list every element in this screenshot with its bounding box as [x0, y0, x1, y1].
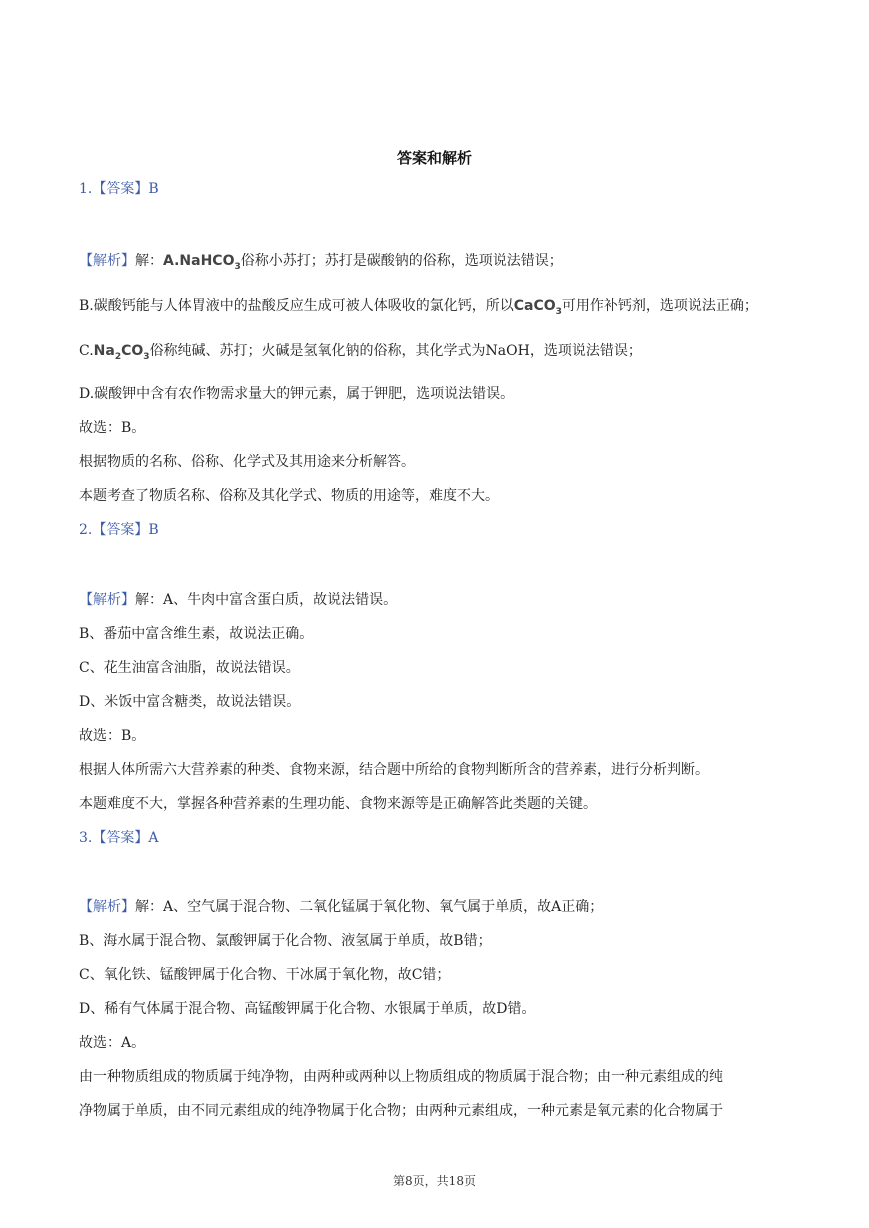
q2-answer-value: B	[148, 522, 159, 538]
q2-analysis-line-6: 根据人体所需六大营养素的种类、食物来源，结合题中所给的食物判断所含的营养素，进行分析判断。	[79, 762, 709, 778]
q2-analysis-line-2: B、番茄中富含维生素，故说法正确。	[79, 626, 314, 642]
q3-answer-line: 3.【答案】A	[79, 830, 159, 846]
q1-analysis-line-3: $C.Na_2CO_3$俗称纯碱、苏打；火碱是氢氧化钠的俗称，其化学式为NaOH，选项说法错误；	[79, 343, 642, 362]
q1-analysis-line-1	[79, 251, 563, 277]
q3-analysis-line-6: 由一种物质组成的物质属于纯净物，由两种或两种以上物质组成的物质属于混合物；由一种元素组成的纯	[79, 1069, 723, 1085]
q1-analysis-tag: 【解析】	[79, 253, 135, 269]
q3-analysis-line-1: 【解析】解：A、空气属于混合物、二氧化锰属于氧化物、氧气属于单质，故A正确；	[79, 899, 604, 915]
q1-analysis-line-2: B.碳酸钙能与人体胃液中的盐酸反应生成可被人体吸收的氯化钙，所以CaCO$_3$可用作补钙剂，选项说法正确；	[79, 298, 758, 317]
q1-analysis-line-5: 故选：B。	[79, 420, 146, 436]
q1-l1-prefix: 解：	[135, 253, 163, 269]
q2-analysis-line-1: 【解析】解：A、牛肉中富含蛋白质，故说法错误。	[79, 592, 398, 608]
q3-analysis-line-2: B、海水属于混合物、氯酸钾属于化合物、液氢属于单质，故B错；	[79, 933, 492, 949]
q2-analysis-line-5: 故选：B。	[79, 728, 146, 744]
q3-analysis-tag: 【解析】	[79, 899, 135, 915]
q3-analysis-line-4: D、稀有气体属于混合物、高锰酸钾属于化合物、水银属于单质，故D错。	[79, 1001, 536, 1017]
page-footer: 第8页，共18页	[393, 1174, 476, 1188]
q1-answer-number: 1.	[79, 181, 93, 197]
q1-analysis-line-6: 根据物质的名称、俗称、化学式及其用途来分析解答。	[79, 454, 415, 470]
q3-answer-value: A	[148, 830, 159, 846]
q1-answer-tag: 【答案】	[92, 181, 149, 197]
q1-l2-formula: CaCO$_3$	[513, 298, 562, 317]
q1-answer-value: B	[148, 181, 159, 197]
page-title: 答案和解析	[396, 149, 472, 167]
q2-analysis-line-7: 本题难度不大，掌握各种营养素的生理功能、食物来源等是正确解答此类题的关键。	[79, 796, 597, 812]
q2-analysis-line-4: D、米饭中富含糖类，故说法错误。	[79, 694, 301, 710]
q3-analysis-line-5: 故选：A。	[79, 1035, 146, 1051]
q1-answer-line	[79, 179, 159, 199]
q1-analysis-line-4: D.碳酸钾中含有农作物需求量大的钾元素，属于钾肥，选项说法错误。	[79, 386, 515, 402]
q3-analysis-line-7: 净物属于单质，由不同元素组成的纯净物属于化合物；由两种元素组成，一种元素是氧元素的化合物属于	[79, 1103, 723, 1119]
q1-l3-formula: $Na_2CO_3$	[93, 343, 150, 362]
q1-l1-rest: 俗称小苏打；苏打是碳酸钠的俗称，选项说法错误；	[240, 253, 563, 269]
q2-analysis-tag: 【解析】	[79, 592, 135, 608]
q1-l1-formula: A.NaHCO$_3$	[163, 253, 241, 272]
q2-answer-line: 2.【答案】B	[79, 522, 159, 538]
q2-analysis-line-3: C、花生油富含油脂，故说法错误。	[79, 660, 300, 676]
q3-analysis-line-3: C、氧化铁、锰酸钾属于化合物、干冰属于氧化物，故C错；	[79, 967, 451, 983]
q1-analysis-line-7: 本题考查了物质名称、俗称及其化学式、物质的用途等，难度不大。	[79, 488, 499, 504]
